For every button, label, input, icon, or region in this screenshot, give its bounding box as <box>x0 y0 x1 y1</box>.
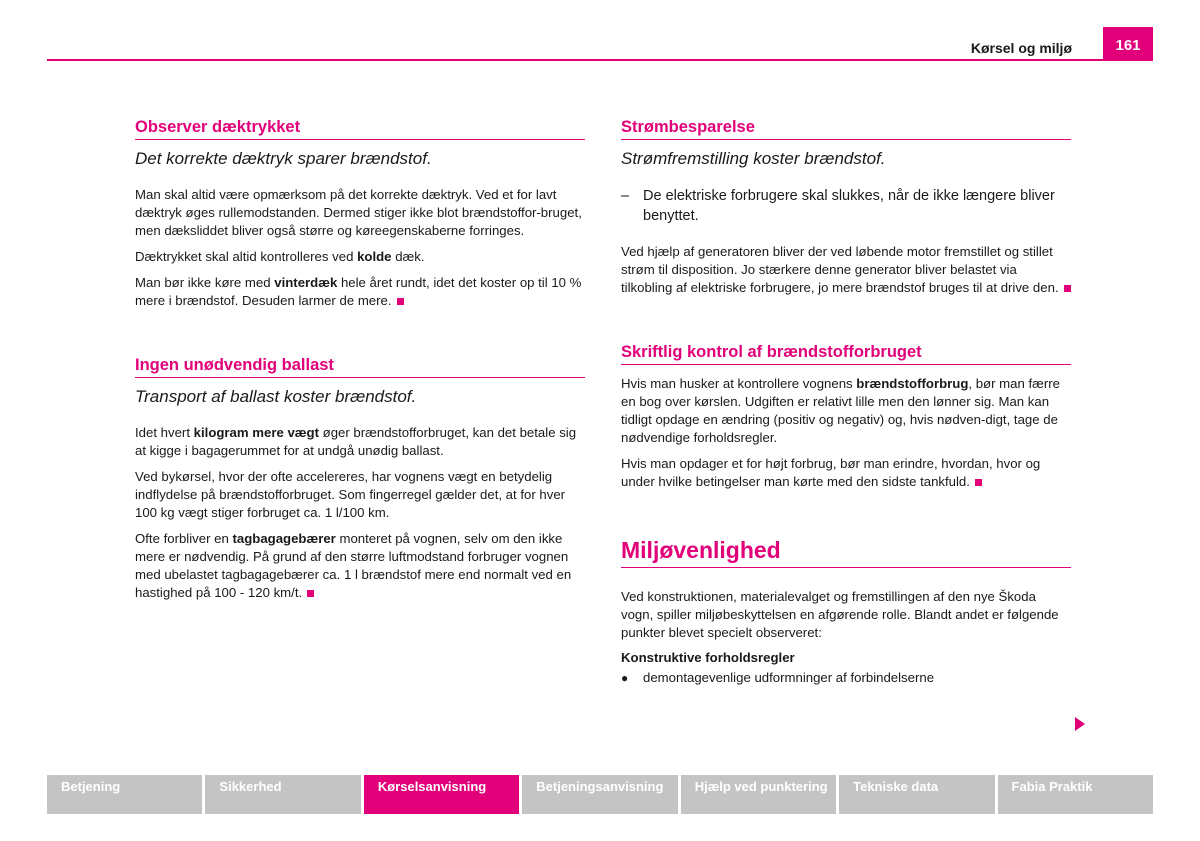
paragraph: Idet hvert kilogram mere vægt øger brændstofforbruget, kan det betale sig at kigge i bagagerummet for at undgå unødig ballast. <box>135 425 577 458</box>
header-rule <box>47 59 1153 61</box>
section-heading: Strømbesparelse <box>621 118 1071 140</box>
paragraph: Ofte forbliver en tagbagagebærer monteret på vognen, selv om den ikke mere er nødvendig. På grund af den større luftmodstand forbruger vognen med ubelastet tagbagagebærer ca. 1 l brændstof mere end normalt ved en hastighed på 100 - 120 km/t. <box>135 531 572 600</box>
tab-korselsanvisning[interactable]: Kørselsanvisning <box>364 775 519 814</box>
tab-betjeningsanvisning[interactable]: Betjeningsanvisning <box>522 775 677 814</box>
bullet-marker: ● <box>621 671 629 685</box>
end-square-icon <box>307 590 314 597</box>
section-heading: Observer dæktrykket <box>135 118 585 140</box>
chapter-tabs <box>47 775 1153 814</box>
paragraph: Dæktrykket skal altid kontrolleres ved kolde dæk. <box>135 249 425 264</box>
tab-betjening[interactable]: Betjening <box>47 775 202 814</box>
tab-fabia-praktik[interactable]: Fabia Praktik <box>998 775 1153 814</box>
dash-list-item <box>621 186 1071 226</box>
section-tire-pressure <box>135 118 585 310</box>
section-fuel-log <box>621 343 1071 491</box>
next-page-arrow-icon[interactable] <box>1075 717 1085 731</box>
right-column <box>621 118 1071 687</box>
paragraph: Ved hjælp af generatoren bliver der ved løbende motor fremstillet og stillet strøm til disposition. Jo stærkere denne generator bliver belastet via tilkobling af elektriske forbrugere, jo mere brændstof bruges til at drive den. <box>621 243 1071 297</box>
paragraph: Hvis man husker at kontrollere vognens brændstofforbrug, bør man færre en bog over kørslen. Udgiften er relativt lille men den lønner sig. Man kan tidligt opdage en ændring (positiv og negativ) og, hvis nødven-digt, tage de nødvendige forholdsregler. <box>621 376 1060 445</box>
tab-tekniske-data[interactable]: Tekniske data <box>839 775 994 814</box>
dash-marker: – <box>621 188 630 204</box>
tab-sikkerhed[interactable]: Sikkerhed <box>205 775 360 814</box>
paragraph: Hvis man opdager et for højt forbrug, bør man erindre, hvordan, hvor og under hvilke betingelser man kørte med den sidste tankfuld. <box>621 456 1041 489</box>
dash-text: De elektriske forbrugere skal slukkes, når de ikke længere bliver benyttet. <box>643 188 1055 224</box>
paragraph: Ved bykørsel, hvor der ofte accelereres, har vognens vægt en betydelig indflydelse på brændstofforbruget. Som fingerregel gælder det, at for hver 100 kg vægt stiger forbruget ca. 1 l/100 km. <box>135 469 566 520</box>
section-power-saving <box>621 118 1071 297</box>
section-lead: Det korrekte dæktryk sparer brændstof. <box>135 149 432 168</box>
chapter-title: Kørsel og miljø <box>970 40 1072 56</box>
section-lead: Strømfremstilling koster brændstof. <box>621 149 886 168</box>
subheading: Konstruktive forholdsregler <box>621 650 795 665</box>
bullet-list-item <box>621 669 1071 687</box>
page-number: 161 <box>1103 27 1153 61</box>
section-environment <box>621 537 1071 687</box>
paragraph: Ved konstruktionen, materialevalget og fremstillingen af den nye Škoda vogn, spiller miljøbeskyttelsen en afgørende rolle. Blandt andet er følgende punkter blevet specielt observeret: <box>621 589 1059 640</box>
paragraph: Man skal altid være opmærksom på det korrekte dæktryk. Ved et for lavt dæktryk øges rullemodstanden. Dermed stiger ikke blot brændstoffor-bruget, men dæksliddet bliver også større og køreegenskaberne forringes. <box>135 187 582 238</box>
section-lead: Transport af ballast koster brændstof. <box>135 387 417 406</box>
end-square-icon <box>397 298 404 305</box>
end-square-icon <box>1064 285 1071 292</box>
tab-hjaelp-ved-punktering[interactable]: Hjælp ved punktering <box>681 775 836 814</box>
left-column <box>135 118 585 610</box>
section-ballast <box>135 356 585 602</box>
section-heading: Skriftlig kontrol af brændstofforbruget <box>621 343 1071 365</box>
section-heading: Ingen unødvendig ballast <box>135 356 585 378</box>
paragraph: Man bør ikke køre med vinterdæk hele året rundt, idet det koster op til 10 % mere i brændstof. Desuden larmer de mere. <box>135 275 582 308</box>
chapter-heading: Miljøvenlighed <box>621 537 1071 568</box>
bullet-text: demontagevenlige udformninger af forbindelserne <box>643 670 935 685</box>
end-square-icon <box>975 479 982 486</box>
